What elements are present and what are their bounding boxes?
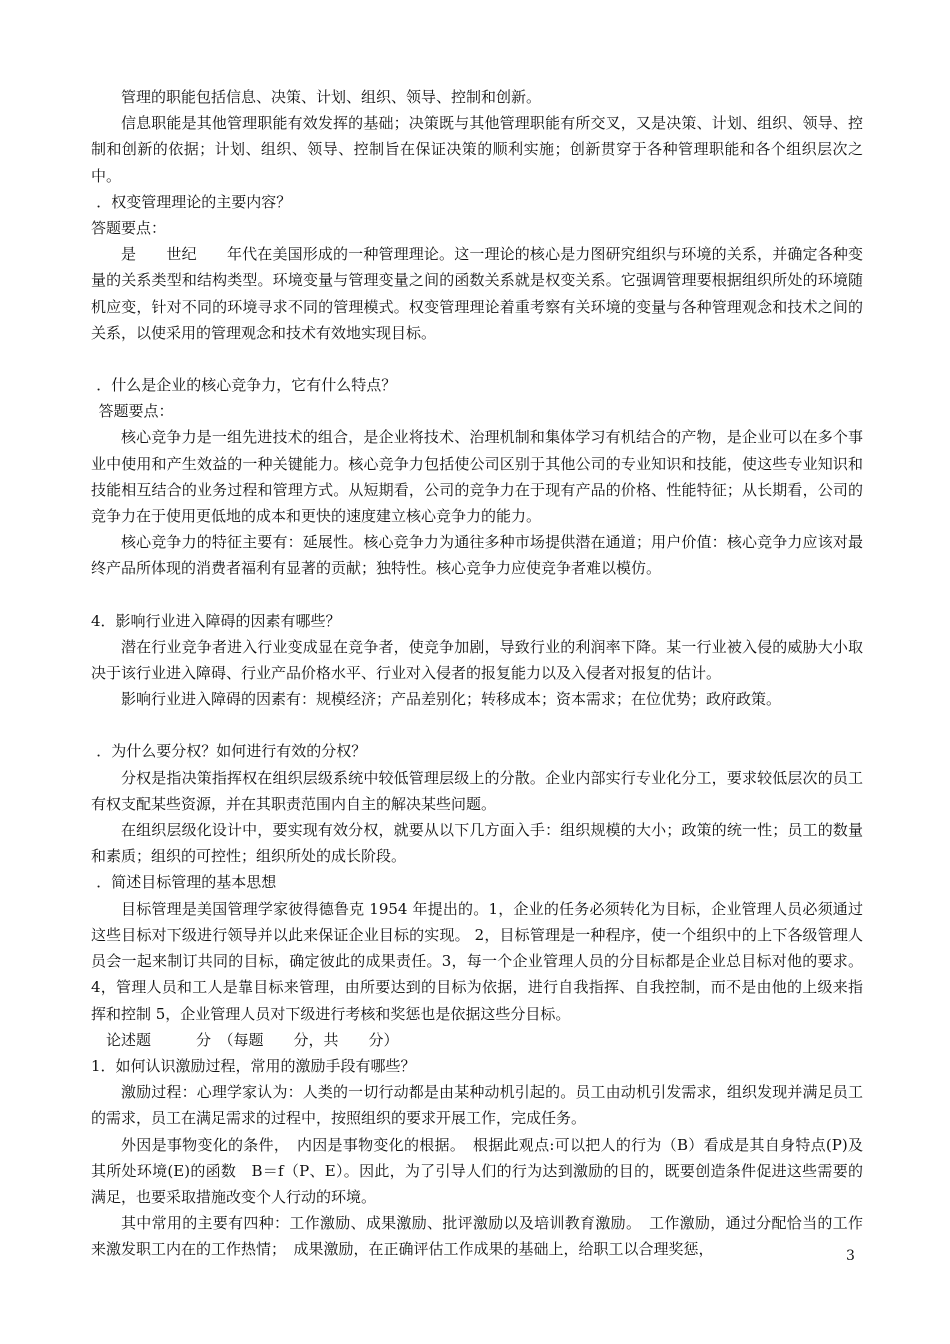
question-core-competence: ．什么是企业的核心竞争力，它有什么特点？ [96, 376, 397, 395]
paragraph-contingency: 是 世纪 年代在美国形成的一种管理理论。这一理论的核心是力图研究组织与环境的关系，并确定各种变量的关系类型和结构类型。环境变量与管理变量之间的函数关系就是权变关系。它强调管理要根据组织所处的环境随机应变，针对不同的环境寻求不同的管理模式。权变管理理论着重考察有关环境的变量与各种管理观念和技术之间的关系，以使采用的管理观念和技术有效地实现目标。 [91, 245, 863, 342]
paragraph-motivation-process: 激励过程：心理学家认为：人类的一切行动都是由某种动机引起的。员工由动机引发需求，组织发现并满足员工的需求，员工在满足需求的过程中，按照组织的要求开展工作，完成任务。 [91, 1083, 863, 1128]
paragraph-mbo: 目标管理是美国管理学家彼得德鲁克 1954 年提出的。1，企业的任务必须转化为目标，企业管理人员必须通过这些目标对下级进行领导并以此来保证企业目标的实现。 2，目标管理是一种程序，使一个组织中的上下各级管理人员会一起来制订共同的目标，确定彼此的成果责任。3，每一个企业管理人员的分目标都是企业总目标对他的要求。 4，管理人员和工人是靠目标来管理，由所要达到的目标为依据，进行自我指挥、自我控制，而不是由他的上级来指挥和控制 5，企业管理人员对下级进行考核和奖惩也是依据这些分目标。 [91, 899, 863, 1023]
question-decentralization: ．为什么要分权？如何进行有效的分权？ [96, 742, 367, 761]
paragraph-motivation-behavior: 外因是事物变化的条件， 内因是事物变化的根据。 根据此观点:可以把人的行为（B）看成是其自身特点(P)及其所处环境(E)的函数 B＝f（P、E）。因此，为了引导人们的行为达到激励的目的，既要创造条件促进这些需要的满足，也要采取措施改变个人行动的环境。 [91, 1135, 863, 1206]
essay-section-header: 论述题 分 （每题 分，共 分） [91, 1030, 399, 1049]
paragraph-core-features: 核心竞争力的特征主要有：延展性。核心竞争力为通往多种市场提供潜在通道；用户价值：核心竞争力应该对最终产品所体现的消费者福利有显著的贡献；独特性。核心竞争力应使竞争者难以模仿。 [91, 533, 863, 578]
paragraph-barrier-factors: 影响行业进入障碍的因素有：规模经济；产品差别化；转移成本；资本需求；在位优势；政府政策。 [121, 690, 782, 709]
paragraph-functions: 管理的职能包括信息、决策、计划、组织、领导、控制和创新。 [121, 88, 542, 106]
page-number: 3 [846, 1248, 855, 1264]
question-mbo: ．简述目标管理的基本思想 [96, 873, 277, 892]
question-motivation: 1．如何认识激励过程，常用的激励手段有哪些？ [91, 1056, 416, 1075]
paragraph-motivation-methods: 其中常用的主要有四种：工作激励、成果激励、批评激励以及培训教育激励。 工作激励，通过分配恰当的工作来激发职工内在的工作热情； 成果激励，在正确评估工作成果的基础上，给职工以合理奖惩， [91, 1214, 863, 1259]
document-body [91, 84, 863, 1263]
paragraph-core-definition: 核心竞争力是一组先进技术的组合，是企业将技术、治理机制和集体学习有机结合的产物，是企业可以在多个事业中使用和产生效益的一种关键能力。核心竞争力包括使公司区别于其他公司的专业知识和技能，使这些专业知识和技能相互结合的业务过程和管理方式。从短期看，公司的竞争力在于现有产品的价格、性能特征；从长期看，公司的竞争力在于使用更低地的成本和更快的速度建立核心竞争力的能力。 [91, 428, 863, 526]
paragraph-information-function: 信息职能是其他管理职能有效发挥的基础；决策既与其他管理职能有所交叉，又是决策、计划、组织、领导、控制和创新的依据；计划、组织、领导、控制旨在保证决策的顺利实施；创新贯穿于各种管理职能和各个组织层次之中。 [91, 114, 863, 185]
question-contingency: ．权变管理理论的主要内容？ [96, 192, 292, 211]
paragraph-decentral-definition: 分权是指决策指挥权在组织层级系统中较低管理层级上的分散。企业内部实行专业化分工，要求较低层次的员工有权支配某些资源，并在其职责范围内自主的解决某些问题。 [91, 768, 863, 813]
question-entry-barrier: 4．影响行业进入障碍的因素有哪些？ [91, 611, 341, 630]
answer-label: 答题要点： [98, 402, 174, 421]
paragraph-decentral-method: 在组织层级化设计中，要实现有效分权，就要从以下几方面入手：组织规模的大小；政策的统一性；员工的数量和素质；组织的可控性；组织所处的成长阶段。 [91, 821, 863, 866]
answer-label: 答题要点： [91, 219, 167, 238]
paragraph-barrier-threat: 潜在行业竞争者进入行业变成显在竞争者，使竞争加剧，导致行业的利润率下降。某一行业被入侵的威胁大小取决于该行业进入障碍、行业产品价格水平、行业对入侵者的报复能力以及入侵者对报复的估计。 [91, 637, 863, 683]
